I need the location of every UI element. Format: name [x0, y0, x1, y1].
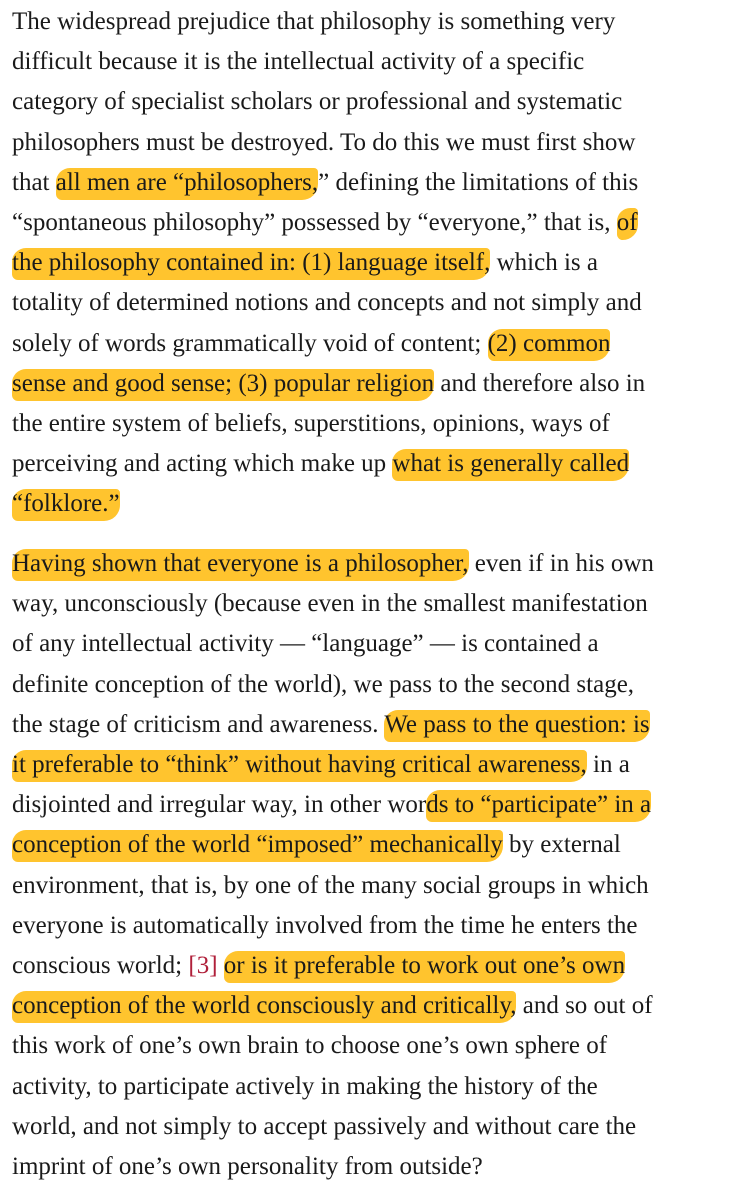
- body-text: environment, that is, by one of the many social groups in which: [12, 871, 649, 899]
- highlighted-text: all men are “philosophers,: [56, 168, 318, 200]
- paragraph-2-line-15: [12, 1108, 636, 1146]
- footnote-link[interactable]: [3]: [188, 952, 218, 979]
- highlighted-text: (2) common: [488, 329, 611, 361]
- paragraph-2-line-8: [12, 826, 621, 864]
- paragraph-2-line-4: [12, 666, 634, 704]
- body-text: in a: [586, 751, 630, 778]
- paragraph-1-line-4: [12, 124, 635, 162]
- body-text: by external: [502, 831, 621, 859]
- highlighted-text: the philosophy contained in: (1) language itself,: [12, 248, 490, 280]
- body-text: even if in his own: [468, 550, 654, 577]
- body-text: category of specialist scholars or professional and systematic: [12, 88, 623, 116]
- paragraph-2-line-10: [12, 907, 638, 945]
- paragraph-1-line-11: [12, 405, 610, 443]
- paragraph-1-line-8: [12, 284, 642, 322]
- body-text: solely of words grammatically void of content;: [12, 329, 488, 357]
- highlighted-text: “folklore.”: [12, 489, 120, 521]
- paragraph-2-line-3: [12, 625, 599, 663]
- highlighted-text: it preferable to “think” without having critical awareness,: [12, 750, 587, 782]
- paragraph-1-line-9: [12, 325, 610, 363]
- body-text: [218, 952, 224, 979]
- body-text: “spontaneous philosophy” possessed by “everyone,” that is,: [12, 209, 617, 236]
- body-text: The widespread prejudice that philosophy is something very: [12, 8, 616, 35]
- body-text: imprint of one’s own personality from outside?: [12, 1153, 483, 1180]
- body-text: that: [12, 168, 56, 196]
- paragraph-1-line-5: [12, 164, 638, 202]
- paragraph-2-line-12: [12, 987, 653, 1025]
- highlighted-text: or is it preferable to work out one’s own: [224, 951, 625, 983]
- paragraph-2-line-14: [12, 1068, 598, 1106]
- body-text: disjointed and irregular way, in other wor: [12, 791, 427, 819]
- paragraph-1-line-6: [12, 204, 638, 242]
- paragraph-1-line-13: [12, 485, 120, 523]
- body-text: perceiving and acting which make up: [12, 450, 393, 478]
- paragraph-2-line-2: [12, 585, 648, 623]
- paragraph-2-line-7: [12, 786, 651, 824]
- paragraph-1-line-12: [12, 445, 629, 483]
- paragraph-2-line-6: [12, 746, 630, 784]
- body-text: totality of determined notions and concepts and not simply and: [12, 289, 642, 317]
- paragraph-2-line-5: [12, 706, 650, 744]
- paragraph-1-line-7: [12, 244, 598, 282]
- paragraph-2-line-9: [12, 867, 649, 905]
- paragraph-2-line-11: [12, 947, 625, 985]
- body-text: world, and not simply to accept passively and without care the: [12, 1112, 637, 1140]
- body-text: which is a: [490, 249, 598, 277]
- highlighted-text: ds to “participate” in a: [426, 790, 651, 822]
- body-text: and so out of: [516, 992, 653, 1020]
- highlighted-text: Having shown that everyone is a philosopher,: [12, 549, 469, 581]
- body-text: and therefore also in: [434, 369, 646, 397]
- paragraph-2-line-16: [12, 1148, 483, 1186]
- highlighted-text: sense and good sense; (3) popular religion: [12, 369, 434, 401]
- highlighted-text: conception of the world “imposed” mechanically: [12, 830, 503, 862]
- body-text: this work of one’s own brain to choose one’s own sphere of: [12, 1032, 608, 1060]
- highlighted-text: of: [617, 208, 638, 240]
- paragraph-2-line-13: [12, 1027, 607, 1065]
- body-text: activity, to participate actively in making the history of the: [12, 1072, 598, 1100]
- paragraph-1-line-10: [12, 365, 645, 403]
- highlighted-text: conception of the world consciously and critically,: [12, 991, 516, 1023]
- paragraph-1-line-1: [12, 3, 615, 41]
- body-text: ” defining the limitations of this: [318, 168, 639, 196]
- body-text: philosophers must be destroyed. To do this we must first show: [12, 128, 636, 156]
- body-text: of any intellectual activity — “language” — is contained a: [12, 630, 599, 658]
- paragraph-2-line-1: [12, 545, 654, 583]
- body-text: the stage of criticism and awareness.: [12, 710, 385, 738]
- body-text: definite conception of the world), we pass to the second stage,: [12, 670, 635, 698]
- paragraph-1-line-3: [12, 83, 622, 121]
- body-text: difficult because it is the intellectual activity of a specific: [12, 48, 585, 76]
- highlighted-text: We pass to the question: is: [384, 710, 649, 742]
- body-text: everyone is automatically involved from the time he enters the: [12, 911, 638, 939]
- paragraph-1-line-2: [12, 43, 584, 81]
- body-text: the entire system of beliefs, superstitions, opinions, ways of: [12, 410, 610, 437]
- highlighted-text: what is generally called: [392, 449, 629, 481]
- body-text: way, unconsciously (because even in the smallest manifestation: [12, 590, 648, 618]
- body-text: conscious world;: [12, 952, 189, 979]
